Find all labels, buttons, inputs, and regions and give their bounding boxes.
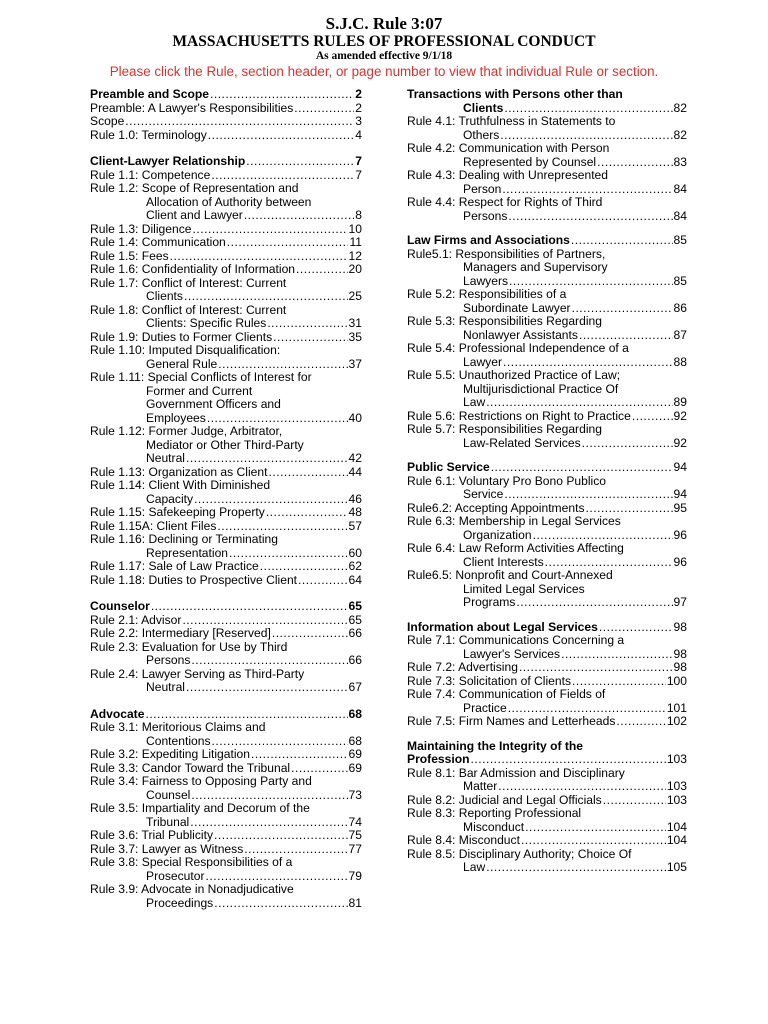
page-number[interactable]: 65 xyxy=(348,612,362,627)
toc-entry[interactable]: Rule 3.5: Impartiality and Decorum of the Tribunal ..... 74 xyxy=(90,802,362,829)
toc-entry[interactable]: Rule 3.8: Special Responsibilities of a Prosecutor ..... 79 xyxy=(90,856,362,883)
toc-entry[interactable]: Rule 8.2: Judicial and Legal Officials ..... 103 xyxy=(407,794,687,808)
page-number[interactable]: 10 xyxy=(348,221,362,236)
toc-entry[interactable]: Rule 7.4: Communication of Fields of Practice ..... 101 xyxy=(407,688,687,715)
toc-entry[interactable]: Rule 7.1: Communications Concerning a Lawyer's Services ..... 98 xyxy=(407,634,687,661)
toc-section-counselor xyxy=(90,600,362,695)
page-number[interactable]: 4 xyxy=(355,127,362,142)
toc-entry[interactable]: Rule 5.5: Unauthorized Practice of Law; Multijurisdictional Practice Of Law ..... 89 xyxy=(407,369,687,410)
toc-entry[interactable]: Rule 8.4: Misconduct ..... 104 xyxy=(407,834,687,848)
page-number[interactable]: 77 xyxy=(348,841,362,856)
page-number[interactable]: 66 xyxy=(348,653,362,667)
toc-entry[interactable]: Rule5.1: Responsibilities of Partners, Managers and Supervisory Lawyers ..... 85 xyxy=(407,248,687,289)
page-number[interactable]: 68 xyxy=(348,733,362,748)
toc-entry[interactable]: Rule 2.1: Advisor ..... 65 xyxy=(90,614,362,628)
page-number[interactable]: 83 xyxy=(673,154,687,169)
page-number[interactable]: 35 xyxy=(348,329,362,344)
page-number[interactable]: 104 xyxy=(666,833,687,847)
page-number[interactable]: 48 xyxy=(348,505,362,519)
page-number[interactable]: 7 xyxy=(355,154,362,168)
toc-section-header[interactable]: Advocate ..... 68 xyxy=(90,708,362,722)
page-number[interactable]: 86 xyxy=(673,300,687,315)
page-number[interactable]: 82 xyxy=(673,127,687,142)
navigation-notice: Please click the Rule, section header, or page number to view that individual Rule or section. xyxy=(109,64,659,79)
page-number[interactable]: 2 xyxy=(355,100,362,115)
toc-entry[interactable]: Rule 1.16: Declining or Terminating Representation ..... 60 xyxy=(90,533,362,560)
toc-entry[interactable]: Rule 1.3: Diligence ..... 10 xyxy=(90,223,362,237)
page-number[interactable]: 96 xyxy=(673,527,687,542)
page-number[interactable]: 7 xyxy=(355,167,362,182)
page-number[interactable]: 82 xyxy=(673,100,687,115)
toc-entry[interactable]: Rule 1.6: Confidentiality of Information ..... 20 xyxy=(90,263,362,277)
page-number[interactable]: 98 xyxy=(673,619,687,634)
page-number[interactable]: 73 xyxy=(348,787,362,802)
toc-entry[interactable]: Rule 1.8: Conflict of Interest: Current Clients: Specific Rules ..... 31 xyxy=(90,304,362,331)
page-number[interactable]: 104 xyxy=(666,819,687,834)
toc-entry[interactable]: Rule 3.3: Candor Toward the Tribunal ..... 69 xyxy=(90,762,362,776)
toc-section-information xyxy=(407,621,687,729)
page-number[interactable]: 64 xyxy=(348,572,362,587)
toc-section-header[interactable]: Public Service ..... 94 xyxy=(407,461,687,475)
page-number[interactable]: 67 xyxy=(348,680,362,694)
toc-entry[interactable]: Rule 1.13: Organization as Client ..... 44 xyxy=(90,466,362,480)
toc-entry[interactable]: Rule 1.14: Client With Diminished Capacity ..... 46 xyxy=(90,479,362,506)
toc-entry[interactable]: Rule 8.3: Reporting Professional Misconduct ..... 104 xyxy=(407,807,687,834)
toc-section-transactions xyxy=(407,88,687,223)
toc-section-header[interactable]: Transactions with Persons other than Clients ..... 82 xyxy=(407,88,687,115)
toc-entry[interactable]: Rule 1.4: Communication ..... 11 xyxy=(90,236,362,250)
toc-section-advocate xyxy=(90,708,362,911)
page-number[interactable]: 94 xyxy=(673,460,687,474)
page-number[interactable]: 66 xyxy=(348,626,362,640)
toc-entry[interactable]: Rule 3.2: Expediting Litigation ..... 69 xyxy=(90,748,362,762)
toc-entry[interactable]: Rule 2.4: Lawyer Serving as Third-Party Neutral ..... 67 xyxy=(90,668,362,695)
toc-section-client-lawyer xyxy=(90,155,362,587)
page-number[interactable]: 102 xyxy=(666,714,687,728)
page-number[interactable]: 89 xyxy=(673,395,687,409)
page-number[interactable]: 42 xyxy=(348,451,362,465)
page-number[interactable]: 98 xyxy=(673,646,687,661)
page-number[interactable]: 103 xyxy=(666,792,687,807)
page-number[interactable]: 96 xyxy=(673,554,687,569)
toc-entry[interactable]: Rule 7.3: Solicitation of Clients ..... 100 xyxy=(407,675,687,689)
toc-entry[interactable]: Rule 4.4: Respect for Rights of Third Persons ..... 84 xyxy=(407,196,687,223)
page-number[interactable]: 37 xyxy=(348,356,362,371)
page-number[interactable]: 31 xyxy=(348,316,362,330)
toc-entry[interactable]: Rule 1.18: Duties to Prospective Client ..... 64 xyxy=(90,574,362,588)
document-subtitle: MASSACHUSETTS RULES OF PROFESSIONAL CONDUCT xyxy=(172,33,596,50)
page-number[interactable]: 74 xyxy=(348,814,362,829)
toc-entry[interactable]: Rule 1.2: Scope of Representation and Allocation of Authority between Client and Lawyer ..... 8 xyxy=(90,182,362,223)
page-number[interactable]: 87 xyxy=(673,327,687,342)
page-number[interactable]: 105 xyxy=(666,860,687,874)
page-number[interactable]: 84 xyxy=(673,208,687,223)
toc-entry[interactable]: Rule 4.1: Truthfulness in Statements to Others ..... 82 xyxy=(407,115,687,142)
toc-section-law-firms xyxy=(407,234,687,450)
amended-date: As amended effective 9/1/18 xyxy=(315,50,453,62)
page-number[interactable]: 98 xyxy=(673,660,687,674)
toc-entry[interactable]: Rule 1.1: Competence ..... 7 xyxy=(90,169,362,183)
toc-entry[interactable]: Rule 8.1: Bar Admission and Disciplinary Matter ..... 103 xyxy=(407,767,687,794)
toc-entry[interactable]: Rule 1.10: Imputed Disqualification: General Rule ..... 37 xyxy=(90,344,362,371)
page-number[interactable]: 62 xyxy=(348,559,362,573)
toc-entry[interactable]: Rule6.2: Accepting Appointments ..... 95 xyxy=(407,502,687,516)
toc-section-public-service xyxy=(407,461,687,610)
toc-entry[interactable]: Rule 3.9: Advocate in Nonadjudicative Proceedings ..... 81 xyxy=(90,883,362,910)
toc-entry[interactable]: Rule 2.2: Intermediary [Reserved] ..... 66 xyxy=(90,627,362,641)
toc-entry[interactable]: Rule 6.3: Membership in Legal Services Organization ..... 96 xyxy=(407,515,687,542)
page-number[interactable]: 85 xyxy=(673,233,687,247)
toc-section-header[interactable]: Law Firms and Associations ..... 85 xyxy=(407,234,687,248)
document-title: S.J.C. Rule 3:07 xyxy=(325,14,443,33)
toc-section-integrity xyxy=(407,740,687,875)
page-number[interactable]: 79 xyxy=(348,868,362,883)
page-number[interactable]: 69 xyxy=(348,760,362,775)
toc-section-preamble xyxy=(90,88,362,142)
toc-section-header[interactable]: Information about Legal Services ..... 98 xyxy=(407,621,687,635)
page-number[interactable]: 88 xyxy=(673,354,687,369)
toc-entry[interactable]: Rule 4.3: Dealing with Unrepresented Person ..... 84 xyxy=(407,169,687,196)
toc-entry[interactable]: Rule 5.3: Responsibilities Regarding Nonlawyer Assistants ..... 87 xyxy=(407,315,687,342)
page-number[interactable]: 84 xyxy=(673,181,687,196)
toc-entry[interactable]: Rule 6.4: Law Reform Activities Affecting Client Interests ..... 96 xyxy=(407,542,687,569)
toc-entry[interactable]: Rule 3.4: Fairness to Opposing Party and Counsel ..... 73 xyxy=(90,775,362,802)
toc-entry[interactable]: Rule 3.7: Lawyer as Witness ..... 77 xyxy=(90,843,362,857)
page-number[interactable]: 2 xyxy=(355,87,362,101)
page-number[interactable]: 46 xyxy=(348,491,362,506)
toc-entry[interactable]: Rule 5.4: Professional Independence of a Lawyer ..... 88 xyxy=(407,342,687,369)
page-number[interactable]: 85 xyxy=(673,273,687,288)
toc-entry[interactable]: Rule 1.5: Fees ..... 12 xyxy=(90,250,362,264)
page-number[interactable]: 20 xyxy=(348,262,362,276)
page-number[interactable]: 25 xyxy=(348,289,362,303)
page-number[interactable]: 69 xyxy=(348,747,362,761)
page-number[interactable]: 103 xyxy=(666,752,687,766)
page-number[interactable]: 65 xyxy=(348,599,362,613)
toc-left-column xyxy=(90,88,362,923)
page-number[interactable]: 12 xyxy=(348,248,362,263)
toc-entry[interactable]: Rule 3.1: Meritorious Claims and Contentions ..... 68 xyxy=(90,721,362,748)
toc-entry[interactable]: Rule6.5: Nonprofit and Court-Annexed Limited Legal Services Programs ..... 97 xyxy=(407,569,687,610)
page-number[interactable]: 11 xyxy=(349,235,362,249)
toc-entry[interactable]: Rule 1.15A: Client Files ..... 57 xyxy=(90,520,362,534)
toc-entry[interactable]: Rule 1.9: Duties to Former Clients ..... 35 xyxy=(90,331,362,345)
toc-entry[interactable]: Rule 2.3: Evaluation for Use by Third Persons ..... 66 xyxy=(90,641,362,668)
toc-entry[interactable]: Rule 1.15: Safekeeping Property ..... 48 xyxy=(90,506,362,520)
toc-entry[interactable]: Preamble: A Lawyer's Responsibilities ..... 2 xyxy=(90,102,362,116)
page-number[interactable]: 44 xyxy=(348,464,362,479)
toc-entry[interactable]: Rule 5.2: Responsibilities of a Subordinate Lawyer ..... 86 xyxy=(407,288,687,315)
toc-entry[interactable]: Rule 1.11: Special Conflicts of Interest for Former and Current Government Officers and Employees ..... 40 xyxy=(90,371,362,425)
page-number[interactable]: 101 xyxy=(666,700,687,715)
page-number[interactable]: 97 xyxy=(673,595,687,609)
toc-section-header[interactable]: Maintaining the Integrity of the Profession ..... 103 xyxy=(407,740,687,767)
toc-entry[interactable]: Rule 1.12: Former Judge, Arbitrator, Mediator or Other Third-Party Neutral ..... 42 xyxy=(90,425,362,466)
page-number[interactable]: 92 xyxy=(673,435,687,450)
page-number[interactable]: 94 xyxy=(673,487,687,501)
toc-section-header[interactable]: Counselor ..... 65 xyxy=(90,600,362,614)
toc-entry[interactable]: Rule 1.7: Conflict of Interest: Current Clients ..... 25 xyxy=(90,277,362,304)
page-number[interactable]: 40 xyxy=(348,410,362,425)
toc-entry[interactable]: Rule 5.7: Responsibilities Regarding Law-Related Services ..... 92 xyxy=(407,423,687,450)
page-number[interactable]: 68 xyxy=(348,706,362,721)
toc-right-column xyxy=(407,88,687,886)
toc-entry[interactable]: Rule 6.1: Voluntary Pro Bono Publico Service ..... 94 xyxy=(407,475,687,502)
page-number[interactable]: 81 xyxy=(348,895,362,910)
page-number[interactable]: 92 xyxy=(673,408,687,423)
toc-entry[interactable]: Rule 1.0: Terminology ..... 4 xyxy=(90,129,362,143)
page-number[interactable]: 103 xyxy=(666,779,687,793)
page-number[interactable]: 95 xyxy=(673,500,687,515)
toc-entry[interactable]: Rule 7.2: Advertising ..... 98 xyxy=(407,661,687,675)
page-number[interactable]: 100 xyxy=(666,673,687,688)
toc-section-header[interactable]: Preamble and Scope ..... 2 xyxy=(90,88,362,102)
toc-entry[interactable]: Rule 1.17: Sale of Law Practice ..... 62 xyxy=(90,560,362,574)
page-number[interactable]: 57 xyxy=(348,518,362,533)
page-number[interactable]: 60 xyxy=(348,545,362,560)
toc-entry[interactable]: Rule 7.5: Firm Names and Letterheads ..... 102 xyxy=(407,715,687,729)
toc-entry[interactable]: Rule 8.5: Disciplinary Authority; Choice Of Law ..... 105 xyxy=(407,848,687,875)
toc-section-header[interactable]: Client-Lawyer Relationship ..... 7 xyxy=(90,155,362,169)
toc-entry[interactable]: Rule 5.6: Restrictions on Right to Practice ..... 92 xyxy=(407,410,687,424)
page-number[interactable]: 8 xyxy=(355,208,362,222)
toc-entry[interactable]: Scope ..... 3 xyxy=(90,115,362,129)
page-number[interactable]: 3 xyxy=(355,114,362,128)
toc-entry[interactable]: Rule 3.6: Trial Publicity ..... 75 xyxy=(90,829,362,843)
page-number[interactable]: 75 xyxy=(348,828,362,842)
toc-entry[interactable]: Rule 4.2: Communication with Person Represented by Counsel ..... 83 xyxy=(407,142,687,169)
